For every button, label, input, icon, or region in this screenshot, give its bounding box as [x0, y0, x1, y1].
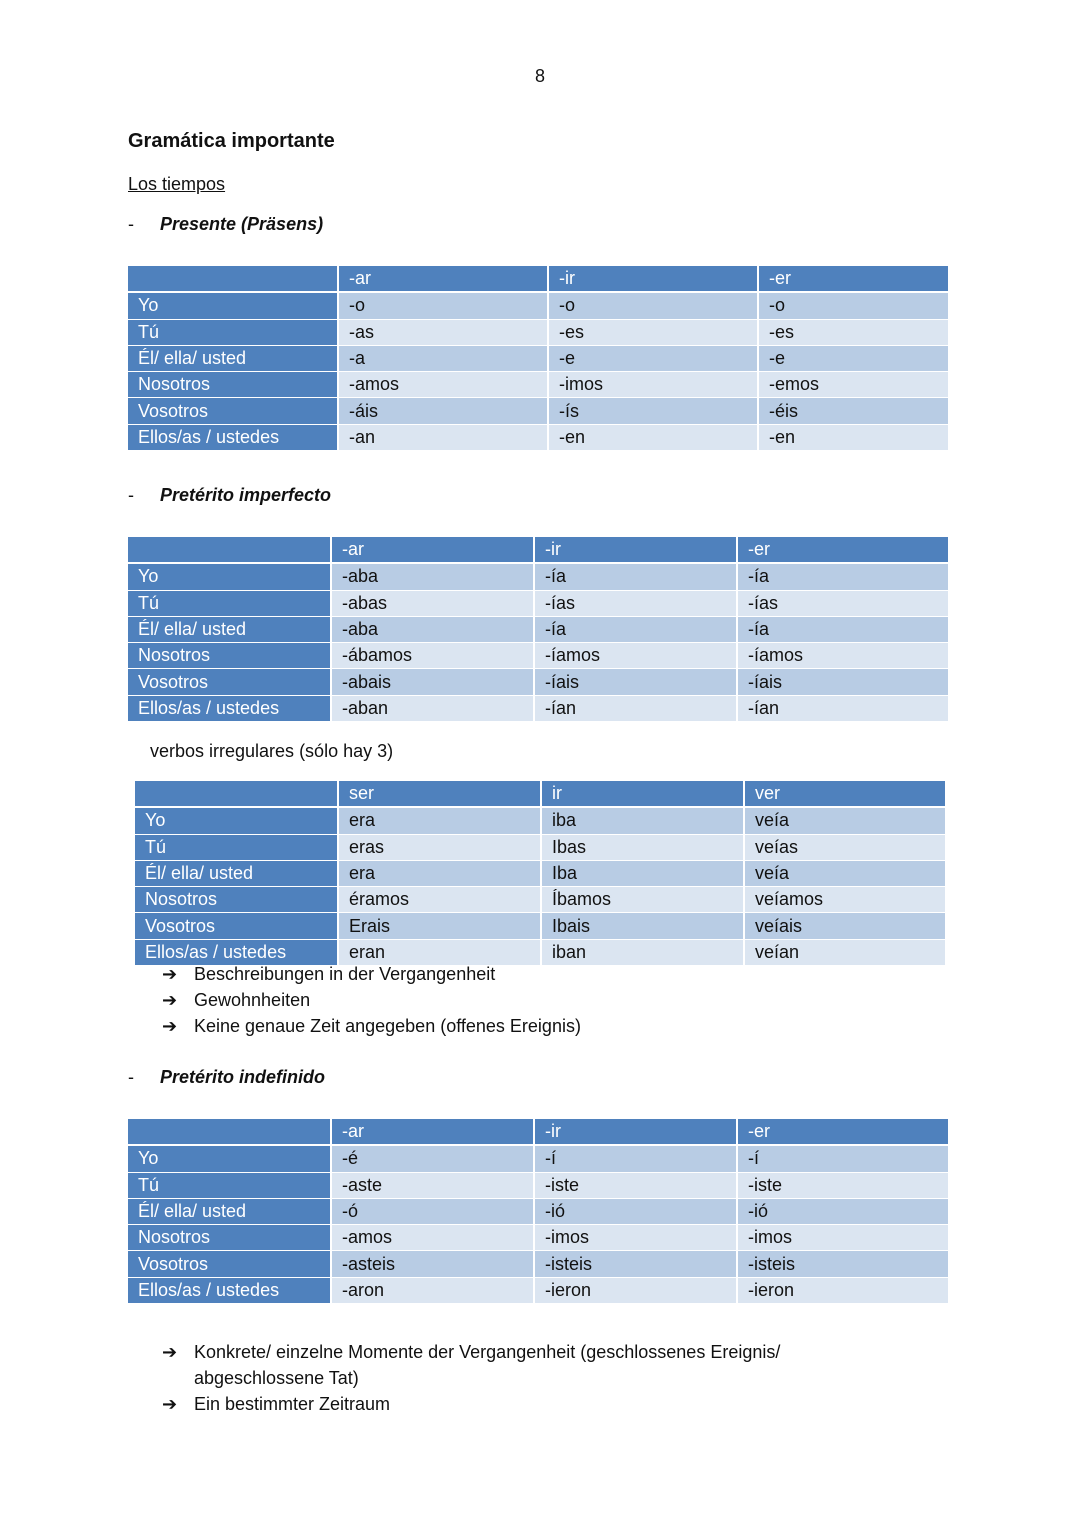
- verb-form-cell: eras: [338, 834, 541, 860]
- pronoun-cell: Nosotros: [135, 887, 338, 913]
- section-title: Los tiempos: [128, 174, 226, 194]
- dash-bullet: -: [128, 1067, 134, 1087]
- heading-presente: [128, 214, 323, 235]
- header-cell: -ar: [331, 537, 534, 563]
- pronoun-cell: Él/ ella/ usted: [128, 345, 338, 371]
- arrow-right-icon: ➔: [162, 964, 178, 984]
- verb-form-cell: era: [338, 807, 541, 834]
- header-cell: -er: [737, 537, 948, 563]
- pronoun-cell: Tú: [135, 834, 338, 860]
- heading-imperfecto-label: Pretérito imperfecto: [160, 485, 332, 505]
- list-item: [162, 1391, 862, 1417]
- ending-cell: -es: [758, 319, 948, 345]
- dash-bullet: -: [128, 485, 134, 505]
- pronoun-cell: Tú: [128, 319, 338, 345]
- header-cell: [135, 781, 338, 807]
- table-imperfecto: [128, 537, 948, 722]
- table-irregular-verbs: [135, 781, 945, 966]
- header-cell: [128, 266, 338, 292]
- verb-form-cell: Ibais: [541, 913, 744, 939]
- header-cell: [128, 1119, 331, 1145]
- ending-cell: -íamos: [737, 643, 948, 669]
- table-row: [128, 1251, 948, 1277]
- ending-cell: -e: [758, 345, 948, 371]
- ending-cell: -abais: [331, 669, 534, 695]
- pronoun-cell: Él/ ella/ usted: [128, 1198, 331, 1224]
- heading-indefinido-label: Pretérito indefinido: [160, 1067, 326, 1087]
- document-title: Gramática importante: [128, 130, 335, 152]
- ending-cell: -ieron: [737, 1277, 948, 1303]
- ending-cell: -asteis: [331, 1251, 534, 1277]
- note-text: Beschreibungen in der Vergangenheit: [194, 964, 496, 984]
- table-row: [128, 643, 948, 669]
- ending-cell: -ó: [331, 1198, 534, 1224]
- pronoun-cell: Él/ ella/ usted: [135, 860, 338, 886]
- ending-cell: -aron: [331, 1277, 534, 1303]
- table-row: [128, 1145, 948, 1172]
- ending-cell: -í: [534, 1145, 737, 1172]
- table-row: [135, 860, 945, 886]
- ending-cell: -emos: [758, 372, 948, 398]
- ending-cell: -imos: [534, 1225, 737, 1251]
- table-row: [128, 372, 948, 398]
- pronoun-cell: Nosotros: [128, 1225, 331, 1251]
- arrow-right-icon: ➔: [162, 990, 178, 1010]
- pronoun-cell: Yo: [128, 292, 338, 319]
- list-item: [162, 987, 581, 1013]
- table-header-row: [135, 781, 945, 807]
- ending-cell: -ía: [534, 563, 737, 590]
- ending-cell: -o: [338, 292, 548, 319]
- ending-cell: -aban: [331, 695, 534, 721]
- pronoun-cell: Nosotros: [128, 372, 338, 398]
- table-row: [128, 319, 948, 345]
- pronoun-cell: Yo: [128, 1145, 331, 1172]
- arrow-right-icon: ➔: [162, 1342, 178, 1362]
- header-cell: -ir: [548, 266, 758, 292]
- ending-cell: -an: [338, 424, 548, 450]
- ending-cell: -aba: [331, 563, 534, 590]
- table-row: [128, 1172, 948, 1198]
- header-cell: -er: [758, 266, 948, 292]
- ending-cell: -isteis: [534, 1251, 737, 1277]
- table-row: [128, 563, 948, 590]
- pronoun-cell: Vosotros: [128, 669, 331, 695]
- pronoun-cell: Vosotros: [135, 913, 338, 939]
- table-row: [128, 398, 948, 424]
- ending-cell: -iste: [737, 1172, 948, 1198]
- pronoun-cell: Ellos/as / ustedes: [128, 1277, 331, 1303]
- header-cell: -ir: [534, 1119, 737, 1145]
- ending-cell: -ía: [737, 616, 948, 642]
- ending-cell: -en: [548, 424, 758, 450]
- ending-cell: -íais: [534, 669, 737, 695]
- note-text: Ein bestimmter Zeitraum: [194, 1394, 391, 1414]
- pronoun-cell: Ellos/as / ustedes: [128, 424, 338, 450]
- ending-cell: -ió: [737, 1198, 948, 1224]
- verb-form-cell: éramos: [338, 887, 541, 913]
- ending-cell: -ían: [534, 695, 737, 721]
- header-cell: ver: [744, 781, 945, 807]
- pronoun-cell: Nosotros: [128, 643, 331, 669]
- ending-cell: -abas: [331, 590, 534, 616]
- ending-cell: -íamos: [534, 643, 737, 669]
- ending-cell: -e: [548, 345, 758, 371]
- ending-cell: -en: [758, 424, 948, 450]
- page-number: 8: [534, 66, 545, 86]
- verb-form-cell: veías: [744, 834, 945, 860]
- list-item: [162, 1339, 862, 1391]
- table-row: [135, 913, 945, 939]
- ending-cell: -amos: [338, 372, 548, 398]
- table-header-row: [128, 266, 948, 292]
- irregular-verbs-note: verbos irregulares (sólo hay 3): [150, 741, 394, 761]
- ending-cell: -imos: [548, 372, 758, 398]
- table-row: [128, 616, 948, 642]
- verb-form-cell: iban: [541, 939, 744, 965]
- ending-cell: -aste: [331, 1172, 534, 1198]
- table-row: [135, 887, 945, 913]
- ending-cell: -as: [338, 319, 548, 345]
- table-row: [128, 669, 948, 695]
- pronoun-cell: Ellos/as / ustedes: [128, 695, 331, 721]
- ending-cell: -isteis: [737, 1251, 948, 1277]
- header-cell: -ar: [331, 1119, 534, 1145]
- table-row: [135, 807, 945, 834]
- verb-form-cell: veía: [744, 860, 945, 886]
- ending-cell: -ís: [548, 398, 758, 424]
- table-row: [128, 590, 948, 616]
- header-cell: ir: [541, 781, 744, 807]
- ending-cell: -ieron: [534, 1277, 737, 1303]
- verb-form-cell: veían: [744, 939, 945, 965]
- verb-form-cell: iba: [541, 807, 744, 834]
- note-text: Gewohnheiten: [194, 990, 311, 1010]
- ending-cell: -éis: [758, 398, 948, 424]
- arrow-right-icon: ➔: [162, 1394, 178, 1414]
- ending-cell: -ías: [737, 590, 948, 616]
- table-row: [128, 424, 948, 450]
- verb-form-cell: Íbamos: [541, 887, 744, 913]
- pronoun-cell: Tú: [128, 1172, 331, 1198]
- table-row: [128, 345, 948, 371]
- table-row: [128, 1277, 948, 1303]
- pronoun-cell: Tú: [128, 590, 331, 616]
- verb-form-cell: veíais: [744, 913, 945, 939]
- ending-cell: -íais: [737, 669, 948, 695]
- table-header-row: [128, 537, 948, 563]
- note-text: Keine genaue Zeit angegeben (offenes Ereignis): [194, 1016, 581, 1036]
- pronoun-cell: Yo: [135, 807, 338, 834]
- ending-cell: -ábamos: [331, 643, 534, 669]
- table-row: [128, 1198, 948, 1224]
- dash-bullet: -: [128, 214, 134, 234]
- ending-cell: -imos: [737, 1225, 948, 1251]
- header-cell: ser: [338, 781, 541, 807]
- header-cell: -ir: [534, 537, 737, 563]
- ending-cell: -iste: [534, 1172, 737, 1198]
- ending-cell: -ía: [534, 616, 737, 642]
- pronoun-cell: Yo: [128, 563, 331, 590]
- ending-cell: -o: [548, 292, 758, 319]
- ending-cell: -ían: [737, 695, 948, 721]
- verb-form-cell: veía: [744, 807, 945, 834]
- ending-cell: -aba: [331, 616, 534, 642]
- table-indefinido: [128, 1119, 948, 1304]
- ending-cell: -es: [548, 319, 758, 345]
- list-item: [162, 961, 581, 987]
- table-row: [128, 695, 948, 721]
- table-row: [128, 1225, 948, 1251]
- ending-cell: -a: [338, 345, 548, 371]
- heading-indefinido: [128, 1067, 325, 1088]
- pronoun-cell: Vosotros: [128, 1251, 331, 1277]
- table-header-row: [128, 1119, 948, 1145]
- ending-cell: -amos: [331, 1225, 534, 1251]
- verb-form-cell: eran: [338, 939, 541, 965]
- ending-cell: -ía: [737, 563, 948, 590]
- imperfecto-usage-notes: [162, 961, 581, 1039]
- pronoun-cell: Vosotros: [128, 398, 338, 424]
- header-cell: -er: [737, 1119, 948, 1145]
- verb-form-cell: Erais: [338, 913, 541, 939]
- header-cell: [128, 537, 331, 563]
- note-text: Konkrete/ einzelne Momente der Vergangenheit (geschlossenes Ereignis/ abgeschlossene Tat): [194, 1342, 781, 1388]
- heading-presente-label: Presente (Präsens): [160, 214, 324, 234]
- ending-cell: -áis: [338, 398, 548, 424]
- ending-cell: -í: [737, 1145, 948, 1172]
- ending-cell: -ió: [534, 1198, 737, 1224]
- ending-cell: -o: [758, 292, 948, 319]
- list-item: [162, 1013, 581, 1039]
- indefinido-usage-notes: [162, 1339, 862, 1417]
- verb-form-cell: veíamos: [744, 887, 945, 913]
- table-row: [128, 292, 948, 319]
- arrow-right-icon: ➔: [162, 1016, 178, 1036]
- ending-cell: -é: [331, 1145, 534, 1172]
- verb-form-cell: era: [338, 860, 541, 886]
- pronoun-cell: Él/ ella/ usted: [128, 616, 331, 642]
- pronoun-cell: Ellos/as / ustedes: [135, 939, 338, 965]
- ending-cell: -ías: [534, 590, 737, 616]
- header-cell: -ar: [338, 266, 548, 292]
- table-row: [135, 834, 945, 860]
- heading-imperfecto: [128, 485, 331, 506]
- verb-form-cell: Iba: [541, 860, 744, 886]
- verb-form-cell: Ibas: [541, 834, 744, 860]
- table-presente: [128, 266, 948, 451]
